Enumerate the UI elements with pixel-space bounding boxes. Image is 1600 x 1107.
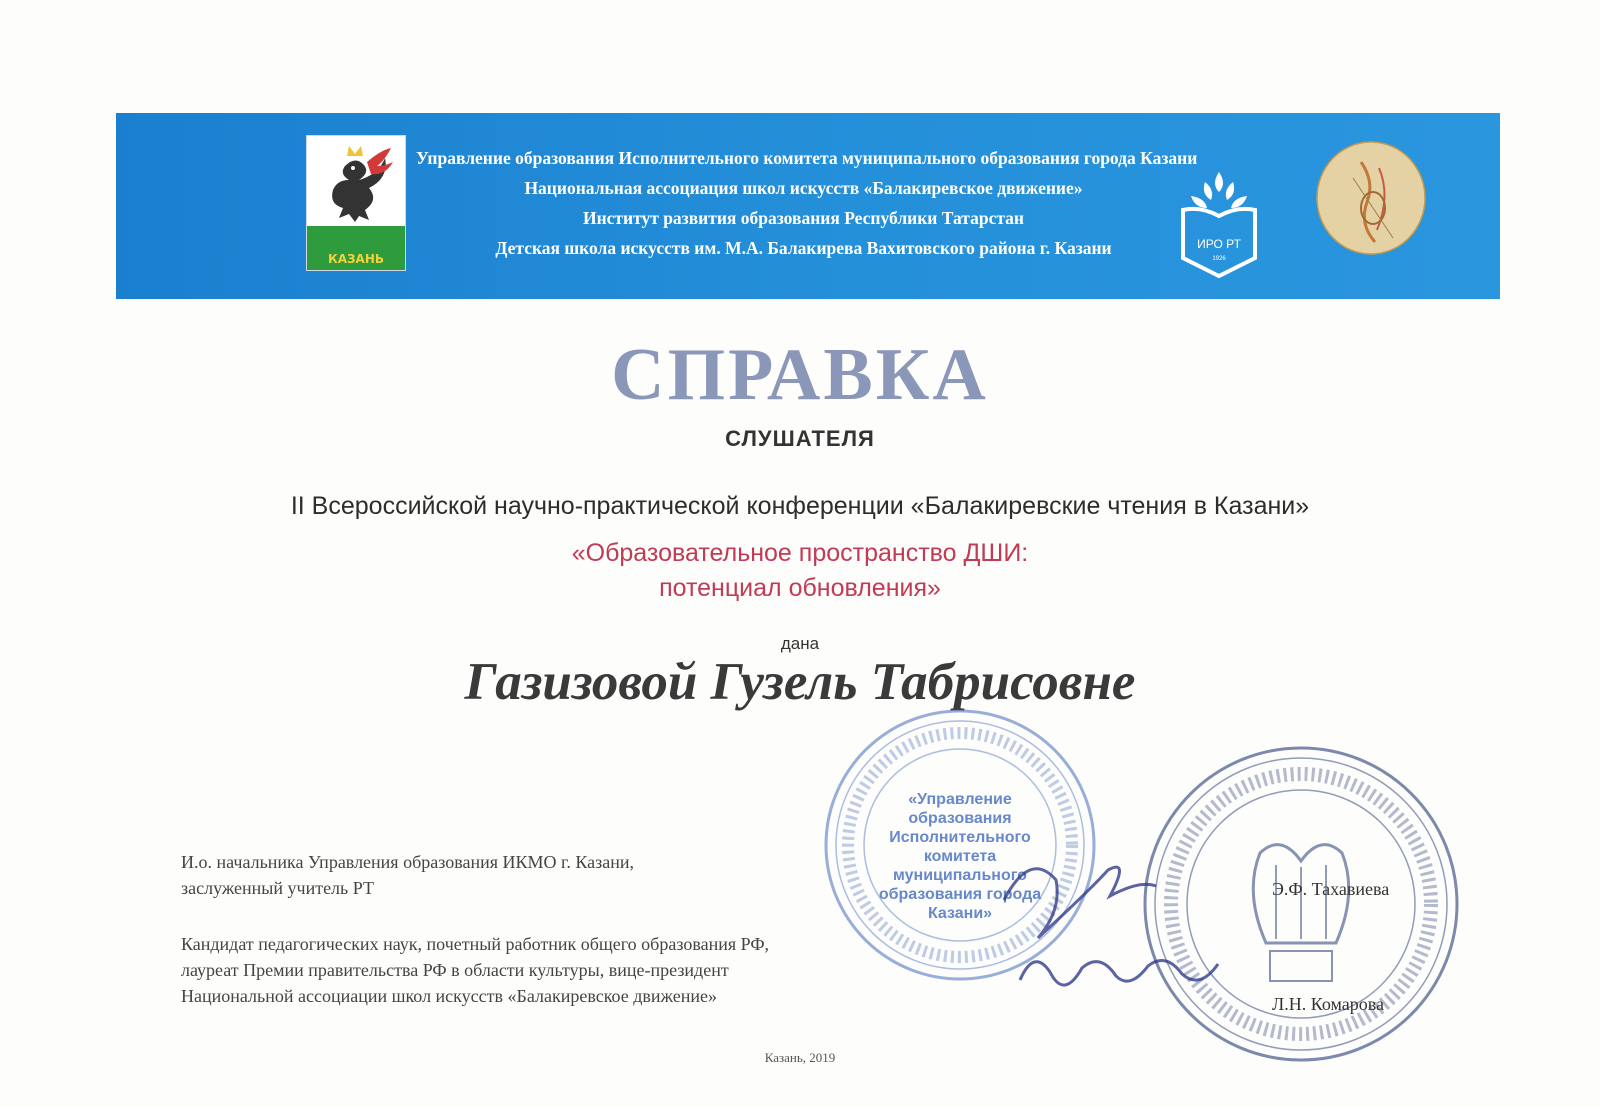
second-role-line-3: Национальной ассоциации школ искусств «Балакиревское движение» [181, 986, 717, 1006]
balakirev-school-emblem [1313, 138, 1429, 262]
recipient-name: Газизовой Гузель Табрисовне [464, 653, 1136, 711]
conference-theme [0, 536, 1600, 606]
second-signatory-position [181, 931, 769, 1009]
first-role-line-1: И.о. начальника Управления образования ИКМО г. Казани, [181, 852, 635, 872]
iro-logo-label: ИРО РТ [1197, 237, 1241, 251]
organizer-line-1: Управление образования Исполнительного комитета муниципального образования города Казани [416, 148, 1198, 168]
conference-name: II Всероссийской научно-практической конференции «Балакиревские чтения в Казани» [290, 492, 1310, 520]
stamp-center-text: «Управление образования Исполнительного комитета муниципального образования города Казани» [878, 791, 1042, 922]
iro-logo-year: 1926 [1212, 256, 1226, 262]
first-signatory-position [181, 849, 634, 901]
second-role-line-2: лауреат Премии правительства РФ в области культуры, вице-президент [181, 960, 729, 980]
iro-rt-logo [1179, 168, 1259, 280]
handwritten-signatures [990, 840, 1250, 1030]
organizer-line-2: Национальная ассоциация школ искусств «Балакиревское движение» [524, 178, 1083, 198]
place-and-year: Казань, 2019 [764, 1050, 836, 1065]
theme-line-1: «Образовательное пространство ДШИ: [571, 539, 1029, 567]
first-signatory-name: Э.Ф. Тахавиева [1272, 879, 1390, 899]
second-role-line-1: Кандидат педагогических наук, почетный работник общего образования РФ, [181, 934, 770, 954]
organizer-line-3: Институт развития образования Республики Татарстан [582, 208, 1025, 228]
document-subtitle: СЛУШАТЕЛЯ [725, 426, 875, 451]
green-band [307, 226, 405, 250]
dragon-icon [319, 144, 395, 224]
header-banner [116, 113, 1500, 299]
document-title: СПРАВКА [611, 334, 989, 416]
first-role-line-2: заслуженный учитель РТ [181, 878, 374, 898]
organizer-line-4: Детская школа искусств им. М.А. Балакирева Вахитовского района г. Казани [495, 238, 1112, 258]
kazan-logo-label: КАЗАНЬ [307, 248, 405, 270]
kazan-coat-of-arms-logo [306, 135, 406, 271]
second-signatory-name: Л.Н. Комарова [1272, 994, 1384, 1014]
organizer-list [416, 143, 1198, 263]
given-label: дана [780, 634, 820, 653]
theme-line-2: потенциал обновления» [659, 574, 941, 602]
